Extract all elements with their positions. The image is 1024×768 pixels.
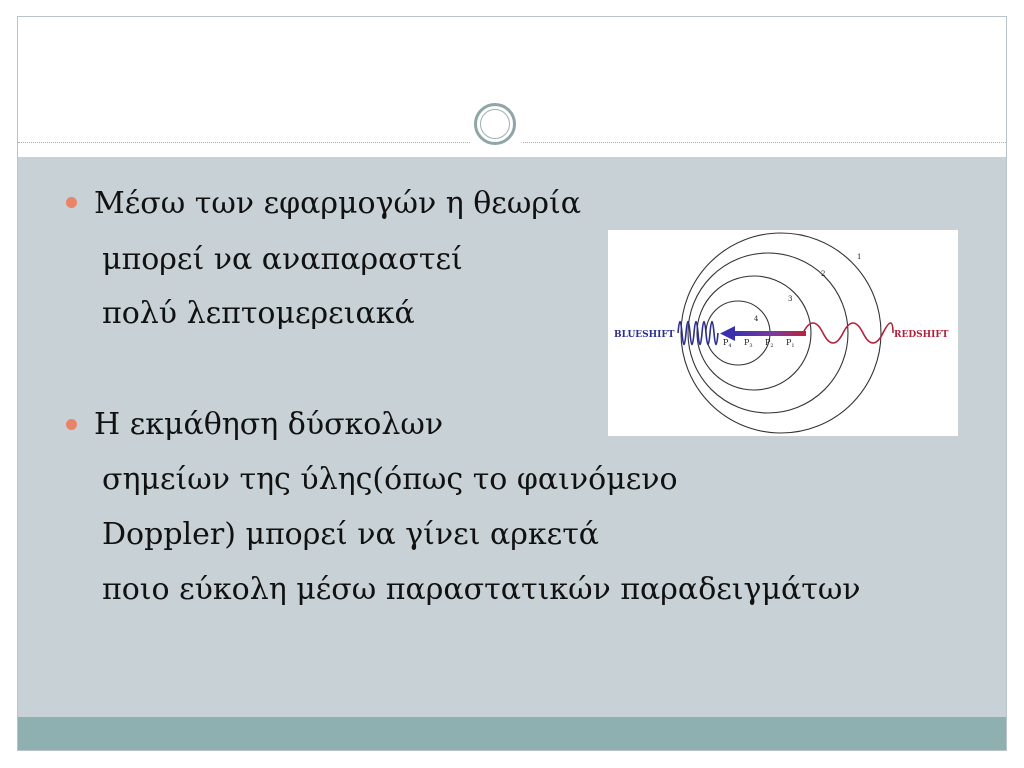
doppler-effect-diagram [608,230,958,436]
redshift-label: REDSHIFT [894,330,949,340]
point-label-p2: $P_2$ [765,338,774,349]
circle-label-4: 4 [754,315,759,323]
doppler-diagram-svg [608,230,958,436]
bullet-2-line-4: ποιο εύκολη μέσω παραστατικών παραδειγμάτων [102,572,861,607]
bullet-2-line-3: Doppler) μπορεί να γίνει αρκετά [102,517,600,552]
bullet-1-line-2: μπορεί να αναπαραστεί [102,242,463,277]
blueshift-label: BLUESHIFT [614,330,675,340]
divider-ornament-inner [480,109,510,139]
motion-arrow-shaft [733,331,806,336]
bullet-1-line-1: Μέσω των εφαρμογών η θεωρία [94,186,581,221]
bullet-dot [66,197,77,208]
bullet-1-line-3: πολύ λεπτομερειακά [102,296,415,331]
point-label-p4: $P_4$ [723,338,732,349]
circle-label-1: 1 [857,253,862,261]
point-label-p3: $P_3$ [744,338,753,349]
bullet-2-line-1: Η εκμάθηση δύσκολων [94,407,444,442]
slide-footer-bar [18,717,1006,751]
bullet-2-line-2: σημείων της ύλης(όπως το φαινόμενο [102,462,678,497]
point-label-p1: $P_1$ [786,338,795,349]
bullet-dot [66,419,77,430]
circle-label-2: 2 [821,270,826,278]
circle-label-3: 3 [788,295,793,303]
